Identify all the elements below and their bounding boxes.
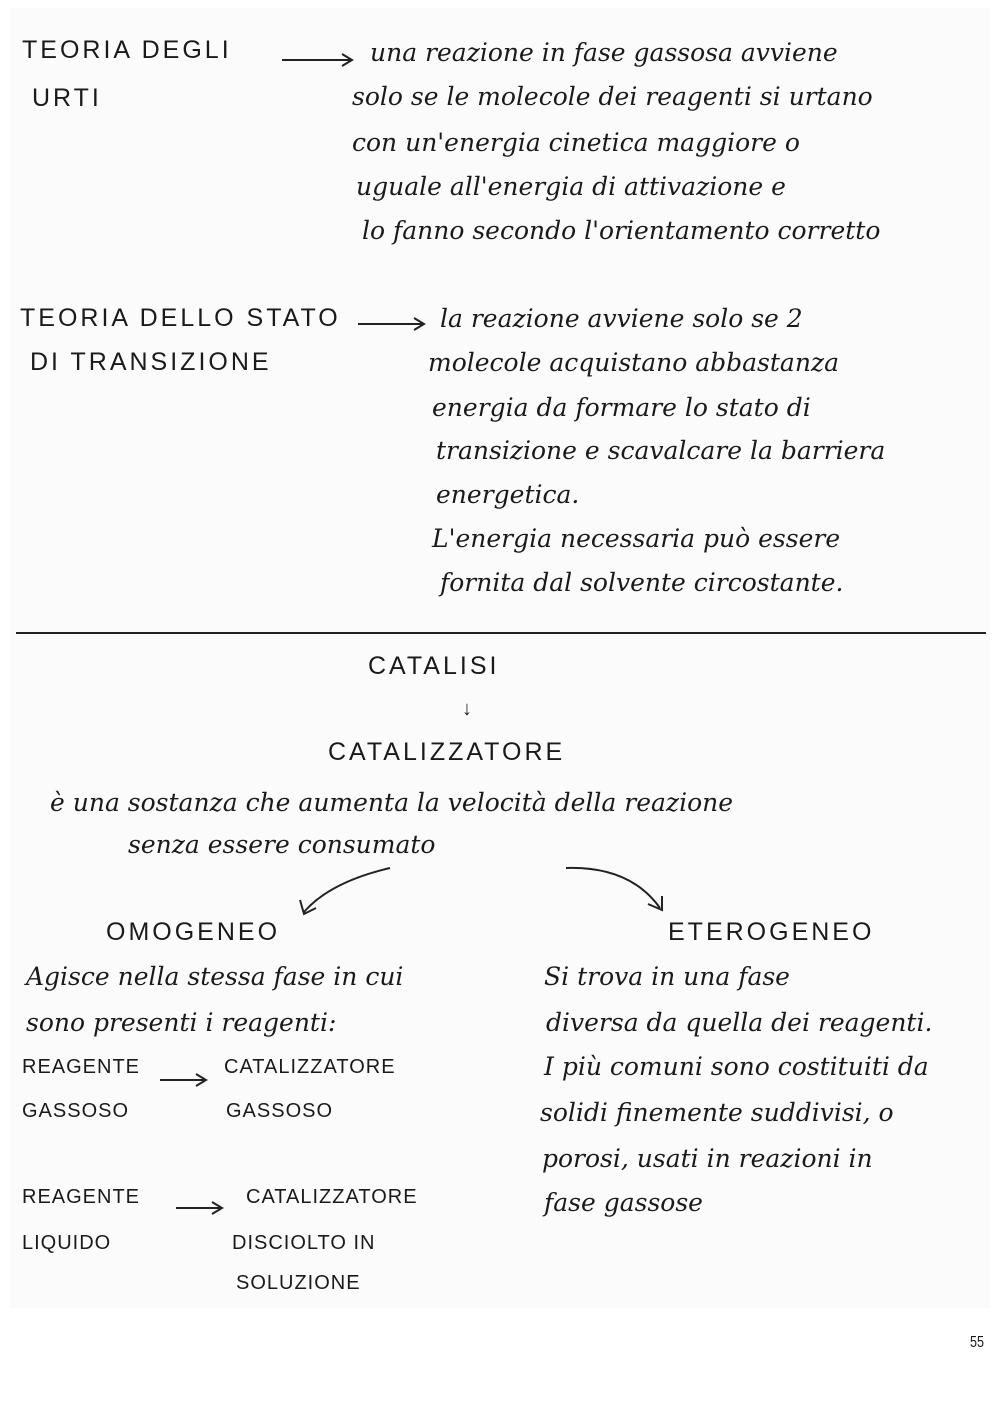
section1-body-line: lo fanno secondo l'orientamento corretto (362, 216, 881, 245)
section2-body-line: fornita dal solvente circostante. (440, 568, 844, 597)
homogeneous-desc-line2: sono presenti i reagenti: (26, 1008, 337, 1037)
section1-body-line: uguale all'energia di attivazione e (356, 172, 786, 201)
section2-body-line: la reazione avviene solo se 2 (440, 304, 803, 333)
section2-body-line: L'energia necessaria può essere (432, 524, 841, 553)
down-arrow-icon: ↓ (462, 698, 473, 720)
pair2-right-line1: CATALIZZATORE (246, 1186, 418, 1208)
pair2-right-line2: DISCIOLTO IN (232, 1232, 376, 1254)
page-number: 55 (970, 1334, 985, 1351)
section1-heading-line2: URTI (32, 84, 102, 112)
section2-body-line: transizione e scavalcare la barriera (436, 436, 886, 465)
section2-body-line: energia da formare lo stato di (432, 393, 811, 422)
heterogeneous-body-line: solidi finemente suddivisi, o (540, 1098, 894, 1127)
homogeneous-desc-line1: Agisce nella stessa fase in cui (26, 962, 404, 991)
section2-heading-line1: TEORIA DELLO STATO (20, 304, 341, 332)
section1-arrow-icon (282, 50, 362, 70)
section2-heading-line2: DI TRANSIZIONE (30, 348, 272, 376)
heterogeneous-body-line: I più comuni sono costituiti da (544, 1052, 929, 1081)
branch-left-arrow-icon (290, 862, 410, 922)
pair1-arrow-icon (160, 1070, 216, 1090)
pair2-right-line3: SOLUZIONE (236, 1272, 361, 1294)
catalyst-subtitle: CATALIZZATORE (328, 738, 566, 766)
heterogeneous-body-line: Si trova in una fase (544, 962, 790, 991)
pair1-right-line1: CATALIZZATORE (224, 1056, 396, 1078)
section1-body-line: una reazione in fase gassosa avviene (370, 38, 838, 67)
homogeneous-title: OMOGENEO (106, 918, 281, 946)
heterogeneous-body-line: porosi, usati in reazioni in (542, 1144, 873, 1173)
pair2-left-line1: REAGENTE (22, 1186, 141, 1208)
pair1-left-line1: REAGENTE (22, 1056, 141, 1078)
section1-body-line: solo se le molecole dei reagenti si urtano (352, 82, 873, 111)
section1-body-line: con un'energia cinetica maggiore o (352, 128, 800, 157)
section2-body-line: energetica. (436, 480, 580, 509)
section2-body-line: molecole acquistano abbastanza (428, 348, 839, 377)
catalysis-title: CATALISI (368, 652, 500, 680)
section-divider (16, 632, 986, 634)
branch-right-arrow-icon (560, 860, 680, 920)
heterogeneous-body-line: diversa da quella dei reagenti. (546, 1008, 933, 1037)
catalyst-definition-line2: senza essere consumato (128, 830, 436, 859)
heterogeneous-body-line: fase gassose (544, 1188, 703, 1217)
catalyst-definition-line1: è una sostanza che aumenta la velocità della reazione (50, 788, 734, 817)
pair2-arrow-icon (176, 1198, 232, 1218)
pair1-right-line2: GASSOSO (226, 1100, 334, 1122)
heterogeneous-title: ETEROGENEO (668, 918, 875, 946)
pair1-left-line2: GASSOSO (22, 1100, 130, 1122)
section2-arrow-icon (358, 314, 434, 334)
pair2-left-line2: LIQUIDO (22, 1232, 112, 1254)
section1-heading-line1: TEORIA DEGLI (22, 36, 232, 64)
